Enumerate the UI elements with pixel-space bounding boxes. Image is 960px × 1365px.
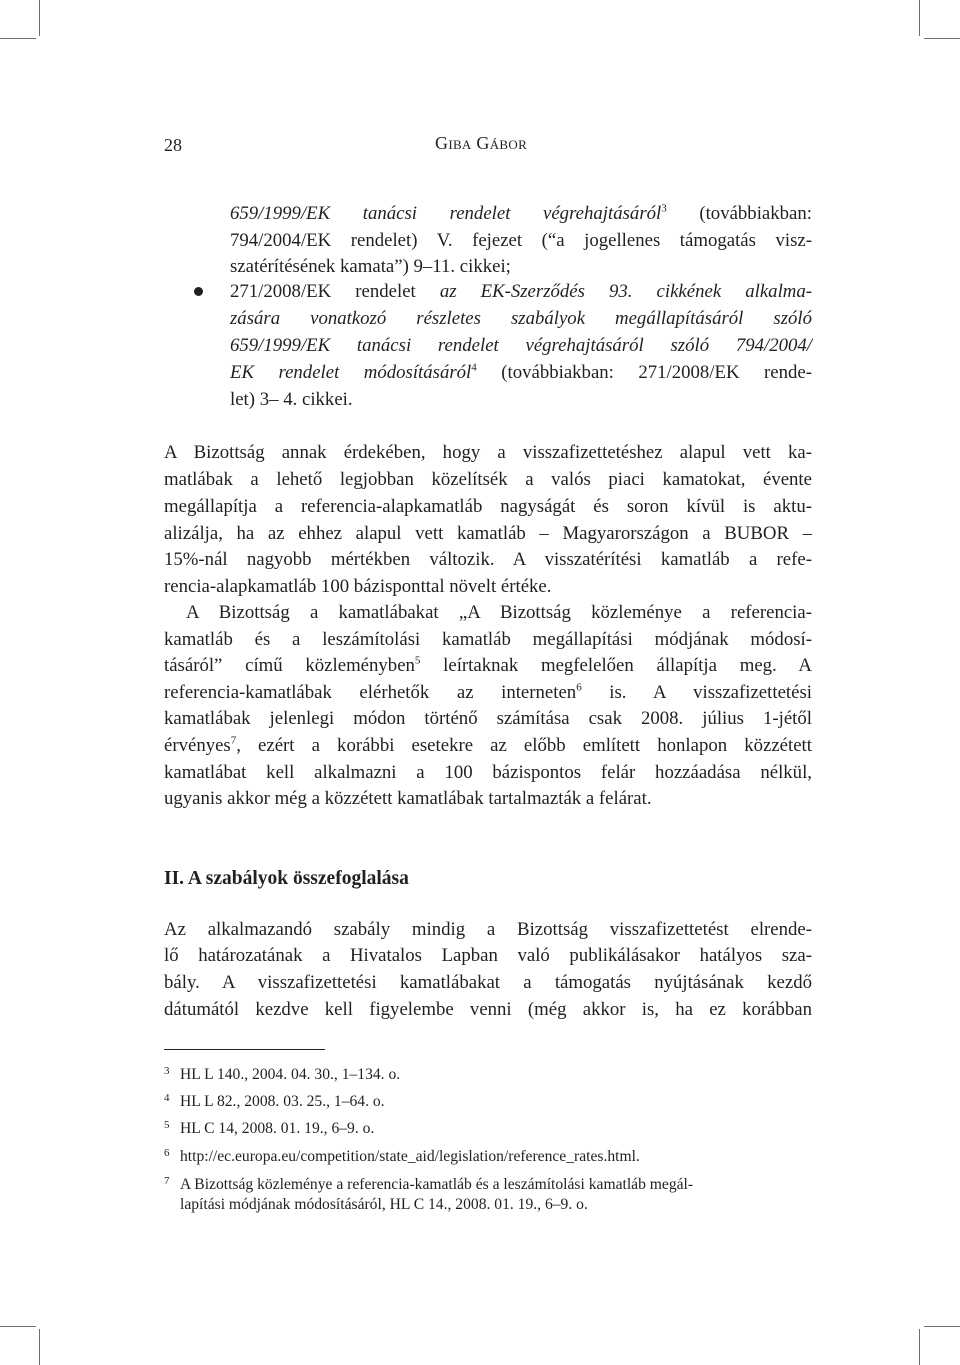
paragraph-line: A Bizottság annak érdekében, hogy a visszafizettetéshez alapul vett ka- — [164, 442, 812, 463]
paragraph-line: referencia-kamatlábak elérhetők az interneten$^6$ is. A visszafizettetési — [164, 681, 812, 703]
paragraph-line: dátumától kezdve kell figyelembe venni (még akkor is, ha ez korábban — [164, 999, 812, 1020]
paragraph-line: lő határozatának a Hivatalos Lapban való publikálásakor hatályos sza- — [164, 945, 812, 966]
paragraph-line: kamatlábat kell alkalmazni a 100 bázispontos felár hozzáadása nélkül, — [164, 762, 812, 783]
crop-mark — [924, 1326, 960, 1327]
crop-mark — [39, 0, 40, 36]
footnote: 6 http://ec.europa.eu/competition/state_aid/legislation/reference_rates.html. — [164, 1147, 640, 1165]
paragraph-line: kamatlábak jelenlegi módon történő számítása csak 2008. július 1-jétől — [164, 708, 812, 729]
list-item-line: zására vonatkozó részletes szabályok megállapításáról szóló — [230, 308, 812, 329]
list-item-line: 659/1999/EK tanácsi rendelet végrehajtásáról$^3$ (továbbiakban: — [230, 202, 812, 224]
footnote: 3 HL L 140., 2004. 04. 30., 1–134. o. — [164, 1065, 401, 1083]
author-name-rest: ÁBOR — [489, 137, 528, 152]
paragraph-line: A Bizottság a kamatlábakat „A Bizottság közleménye a referencia- — [186, 602, 812, 623]
paragraph-line: megállapítja a referencia-alapkamatláb nagyságát és soron kívül is aktu- — [164, 496, 812, 517]
section-heading: II. A szabályok összefoglalása — [164, 868, 409, 889]
list-item-line: 659/1999/EK tanácsi rendelet végrehajtásáról szóló 794/2004/ — [230, 335, 812, 356]
paragraph-line: ugyanis akkor még a közzétett kamatlábak tartalmazták a felárat. — [164, 788, 652, 809]
footnote: 4 HL L 82., 2008. 03. 25., 1–64. o. — [164, 1092, 385, 1110]
footnote-divider — [164, 1049, 325, 1050]
author-initial: G — [435, 133, 449, 153]
paragraph-line: bály. A visszafizettetési kamatlábakat a támogatás nyújtásának kezdő — [164, 972, 812, 993]
paragraph-line: tásáról” című közleményben$^5$ leírtaknak megfelelően állapítja meg. A — [164, 654, 812, 676]
footnote-link[interactable]: http://ec.europa.eu/competition/state_aid/legislation/reference_rates.html. — [180, 1148, 640, 1165]
running-head — [435, 131, 527, 157]
footnote-continuation: lapítási módjának módosításáról, HL C 14., 2008. 01. 19., 6–9. o. — [180, 1196, 588, 1213]
paragraph-line: érvényes$^7$, ezért a korábbi esetekre az előbb említett honlapon közzétett — [164, 734, 812, 756]
list-item-line: szatérítésének kamata”) 9–11. cikkei; — [230, 256, 511, 277]
list-item-line: 271/2008/EK rendelet az EK-Szerződés 93. cikkének alkalma- — [230, 281, 812, 302]
page-number: 28 — [164, 135, 182, 155]
list-item-line: 794/2004/EK rendelet) V. fejezet (“a jogellenes támogatás visz- — [230, 230, 812, 251]
paragraph-line: 15%-nál nagyobb mértékben változik. A visszatérítési kamatláb a refe- — [164, 549, 812, 570]
crop-mark — [39, 1329, 40, 1365]
crop-mark — [0, 38, 36, 39]
paragraph-line: rencia-alapkamatláb 100 bázisponttal növelt értéke. — [164, 576, 552, 597]
author-initial: G — [476, 133, 490, 153]
bullet-icon — [194, 287, 203, 296]
list-item-line: EK rendelet módosításáról$^4$ (továbbiakban: 271/2008/EK rende- — [230, 361, 812, 383]
crop-mark — [919, 0, 920, 36]
paragraph-line: kamatláb és a leszámítolási kamatláb megállapítási módjának módosí- — [164, 629, 812, 650]
author-name-rest: IBA — [448, 137, 472, 152]
crop-mark — [0, 1326, 36, 1327]
footnote: 5 HL C 14, 2008. 01. 19., 6–9. o. — [164, 1119, 375, 1137]
paragraph-line: Az alkalmazandó szabály mindig a Bizottság visszafizettetést elrende- — [164, 919, 812, 940]
crop-mark — [924, 38, 960, 39]
paragraph-line: alizálja, ha az ehhez alapul vett kamatláb – Magyarországon a BUBOR – — [164, 523, 812, 544]
footnote: 7 A Bizottság közleménye a referencia-kamatláb és a leszámítolási kamatláb megál- — [164, 1175, 694, 1193]
list-item-line: let) 3– 4. cikkei. — [230, 389, 353, 410]
paragraph-line: matlábak a lehető legjobban közelítsék a valós piaci kamatokat, évente — [164, 469, 812, 490]
crop-mark — [919, 1329, 920, 1365]
